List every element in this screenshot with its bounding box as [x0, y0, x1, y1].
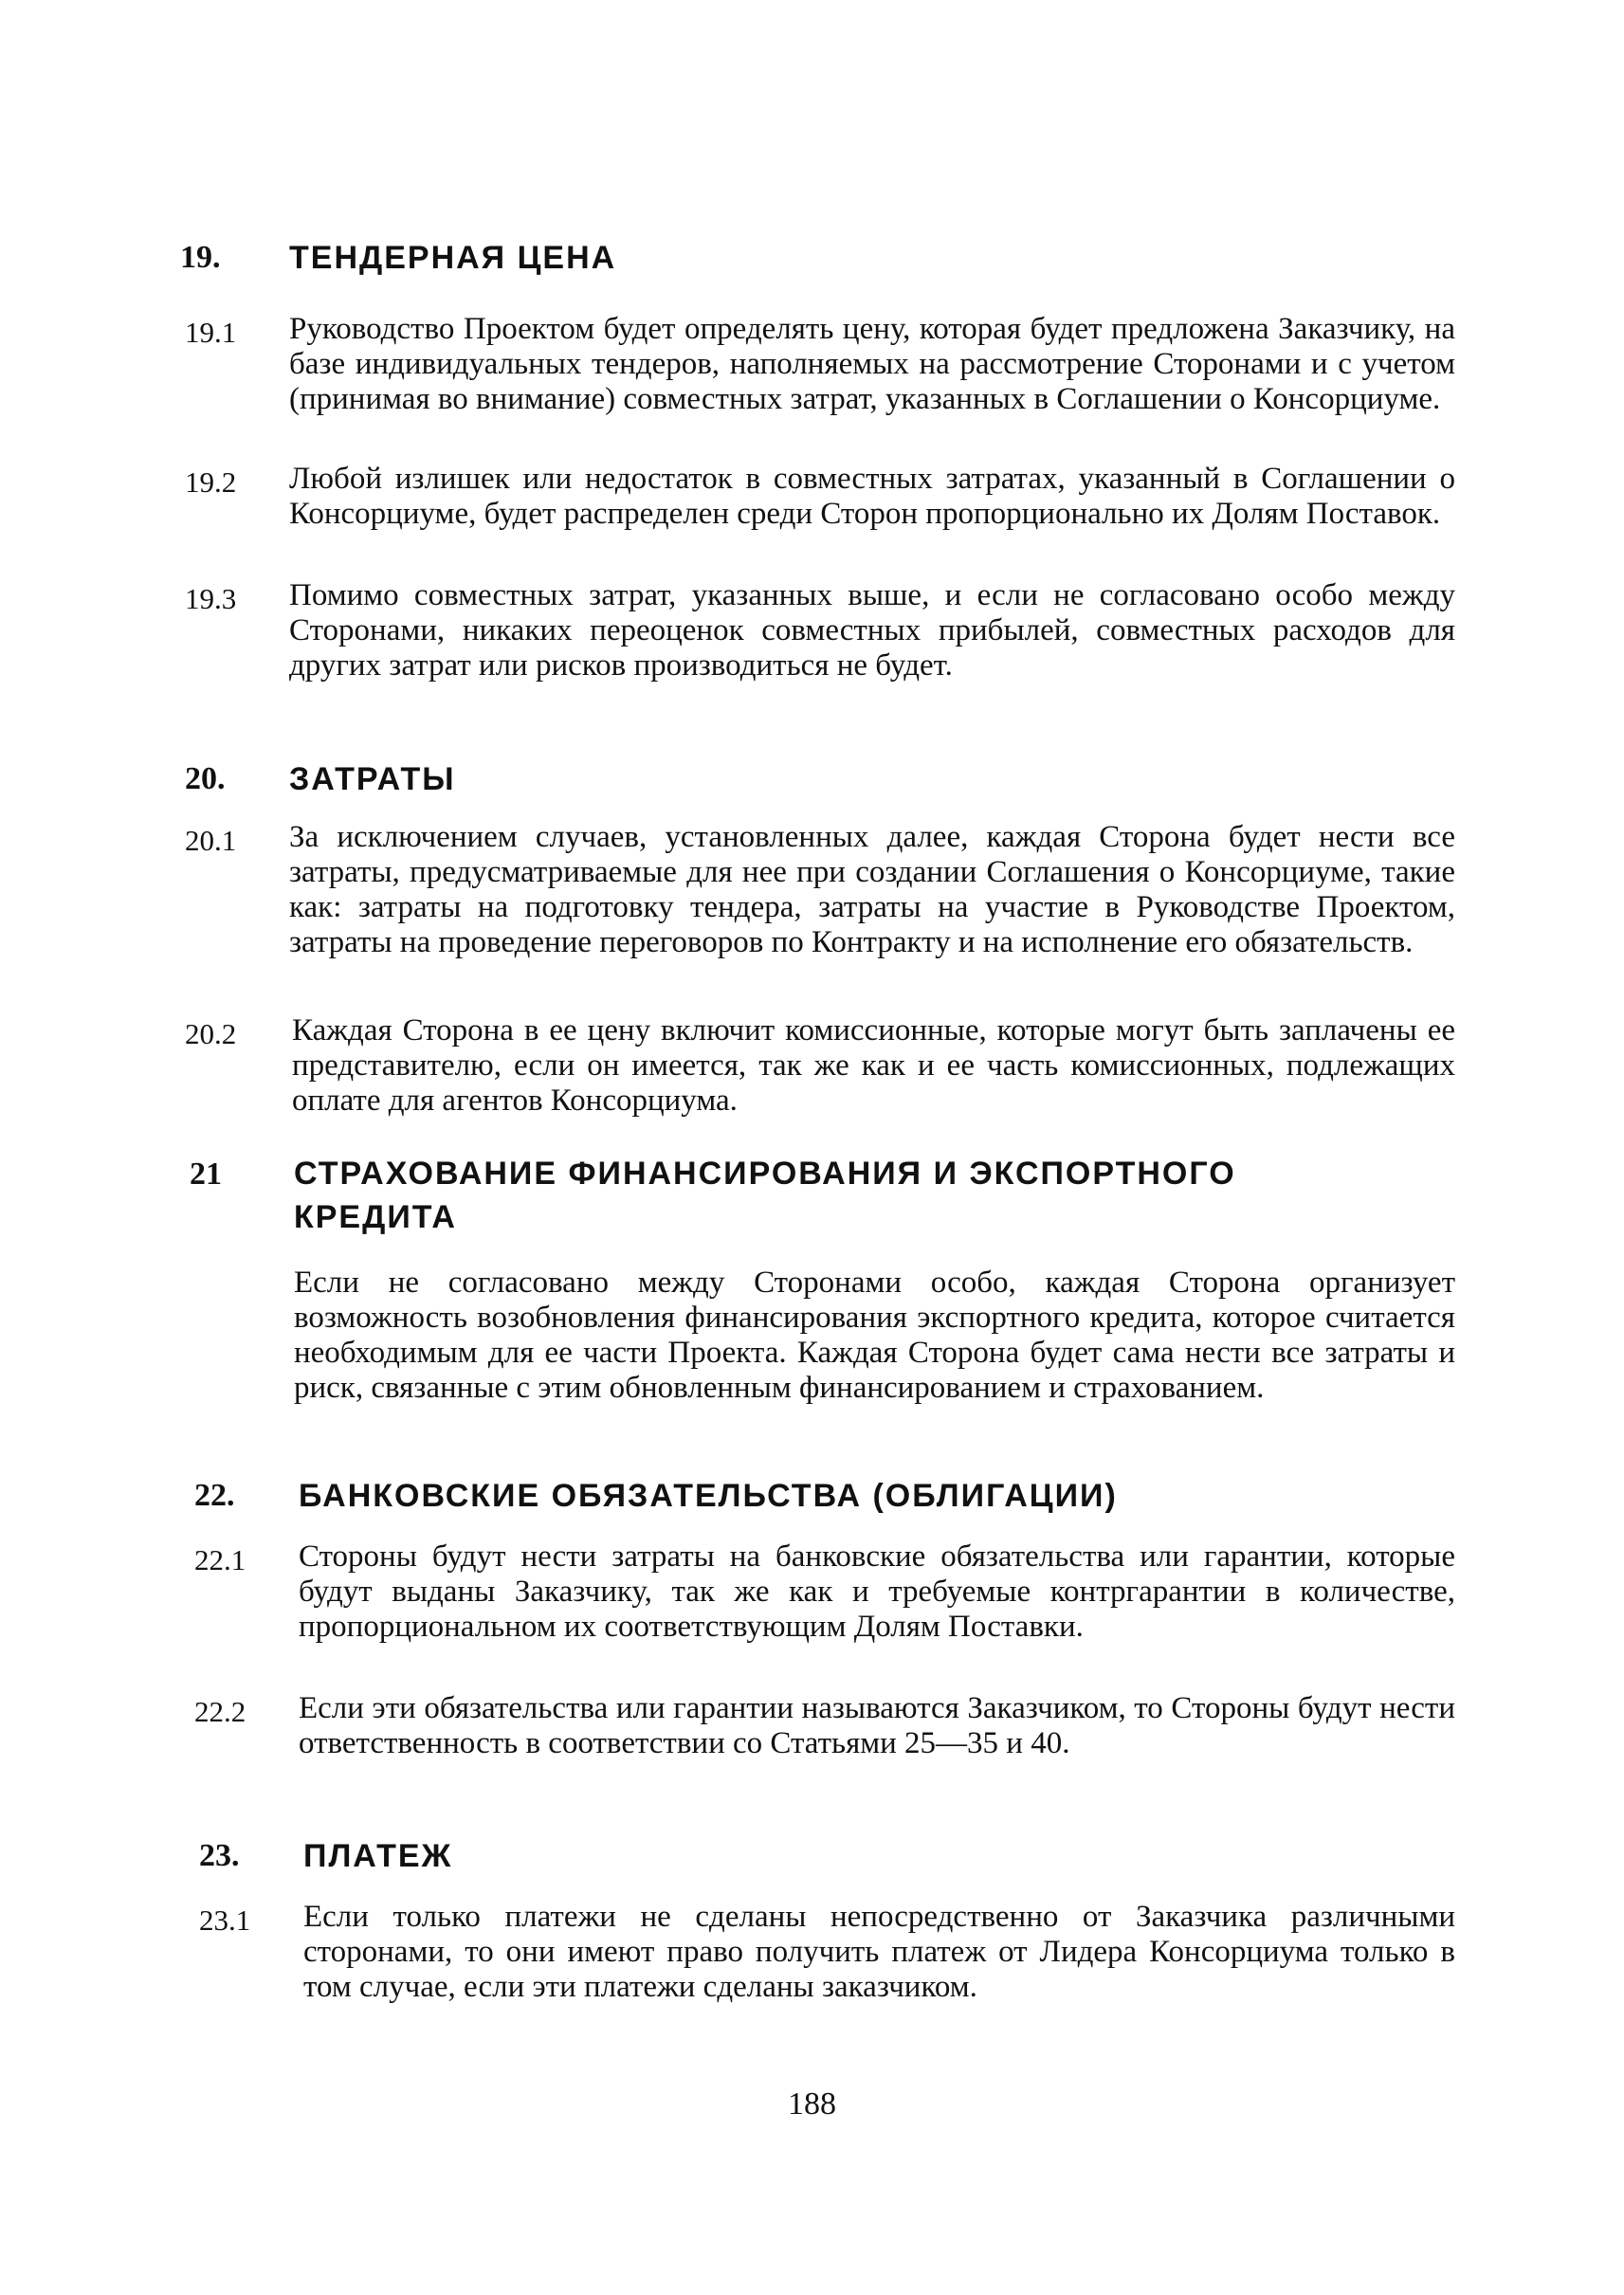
clause-text: Стороны будут нести затраты на банковские обязательства или гарантии, которые будут выданы Заказчику, так же как и требуемые контргарантии в количестве, пропорциональном их соответствующим Долям Поставки. [299, 1539, 1455, 1644]
clause-text: Любой излишек или недостаток в совместных затратах, указанный в Соглашении о Консорциуме, будет распределен среди Сторон пропорционально их Долям Поставок. [289, 462, 1455, 531]
clause-number: 22.2 [194, 1695, 246, 1728]
section-title: БАНКОВСКИЕ ОБЯЗАТЕЛЬСТВА (ОБЛИГАЦИИ) [299, 1478, 1118, 1514]
clause-number: 20.1 [185, 824, 237, 857]
clause-number: 22.1 [194, 1543, 246, 1576]
section-title: ПЛАТЕЖ [303, 1838, 453, 1874]
clause-number: 19.3 [185, 582, 237, 615]
clause-number: 19.1 [185, 316, 237, 349]
clause-text: Если не согласовано между Сторонами особо, каждая Сторона организует возможность возобновления финансирования экспортного кредита, которое считается необходимым для ее части Проекта. Каждая Сторона будет сама нести все затраты и риск, связанные с этим обновленным финансированием и страхованием. [294, 1266, 1455, 1405]
clause-number: 19.2 [185, 465, 237, 499]
section-number: 22. [194, 1478, 235, 1513]
section-title: ТЕНДЕРНАЯ ЦЕНА [289, 240, 617, 276]
page-number: 188 [788, 2086, 836, 2122]
section-number: 20. [185, 761, 226, 796]
section-title: СТРАХОВАНИЕ ФИНАНСИРОВАНИЯ И ЭКСПОРТНОГО КРЕДИТА [294, 1156, 1236, 1235]
section-number: 23. [199, 1838, 240, 1873]
clause-text: Помимо совместных затрат, указанных выше, и если не согласовано особо между Сторонами, никаких переоценок совместных прибылей, совместных расходов для других затрат или рисков производиться не будет. [289, 578, 1455, 683]
clause-text: Если только платежи не сделаны непосредственно от Заказчика различными сторонами, то они имеют право получить платеж от Лидера Консорциума только в том случае, если эти платежи сделаны заказчиком. [303, 1900, 1455, 2004]
section-number: 21 [190, 1157, 222, 1192]
clause-number: 23.1 [199, 1903, 251, 1937]
section-title: ЗАТРАТЫ [289, 761, 456, 797]
clause-number: 20.2 [185, 1017, 237, 1050]
section-number: 19. [180, 240, 221, 275]
clause-text: Если эти обязательства или гарантии называются Заказчиком, то Стороны будут нести ответственность в соответствии со Статьями 25—35 и 40. [299, 1691, 1455, 1760]
clause-text: Руководство Проектом будет определять цену, которая будет предложена Заказчику, на базе индивидуальных тендеров, наполняемых на рассмотрение Сторонами и с учетом (принимая во внимание) совместных затрат, указанных в Соглашении о Консорциуме. [289, 312, 1455, 416]
clause-text: Каждая Сторона в ее цену включит комиссионные, которые могут быть заплачены ее представителю, если он имеется, так же как и ее часть комиссионных, подлежащих оплате для агентов Консорциума. [292, 1013, 1455, 1118]
clause-text: За исключением случаев, установленных далее, каждая Сторона будет нести все затраты, предусматриваемые для нее при создании Соглашения о Консорциуме, такие как: затраты на подготовку тендера, затраты на участие в Руководстве Проектом, затраты на проведение переговоров по Контракту и на исполнение его обязательств. [289, 820, 1455, 959]
